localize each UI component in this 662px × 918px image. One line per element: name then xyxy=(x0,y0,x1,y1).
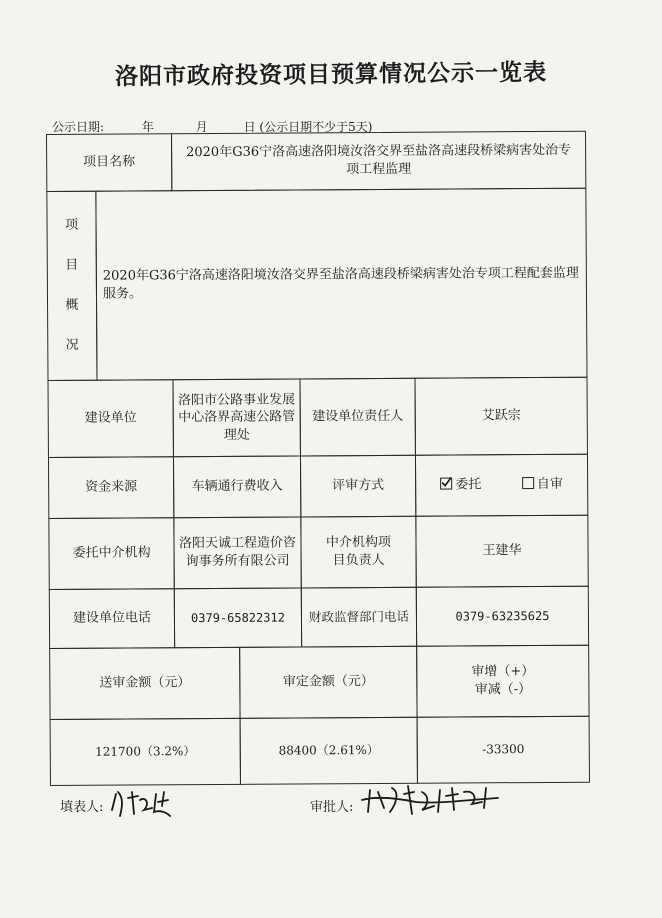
unit-phone-value: 0379-65822312 xyxy=(174,587,302,648)
agency-label: 委托中介机构 xyxy=(48,517,174,590)
construction-unit-value: 洛阳市公路事业发展中心洛界高速公路管理处 xyxy=(173,378,301,457)
date-day: 日 xyxy=(243,120,256,134)
checkbox-empty-icon xyxy=(522,477,534,489)
review-option-entrust[interactable] xyxy=(440,477,481,495)
project-name-value: 2020年G36宁洛高速洛阳境汝洛交界至盐洛高速段桥梁病害处治专项工程监理 xyxy=(171,131,586,192)
finance-phone-label: 财政监督部门电话 xyxy=(301,587,417,648)
approver-signature xyxy=(356,782,506,822)
agency-value: 洛阳天诚工程造价咨询事务所有限公司 xyxy=(173,516,301,589)
submitted-amount-value: 121700（3.2%） xyxy=(50,718,241,786)
construction-unit-label: 建设单位 xyxy=(48,379,174,458)
date-year: 年 xyxy=(141,120,154,134)
page-title: 洛阳市政府投资项目预算情况公示一览表 xyxy=(114,58,548,91)
overview-label xyxy=(46,191,97,381)
filler-signature xyxy=(108,786,188,822)
summary-table xyxy=(46,131,590,786)
review-method-label: 评审方式 xyxy=(300,455,416,518)
funding-source-label: 资金来源 xyxy=(48,456,174,519)
review-option-self[interactable] xyxy=(522,476,563,494)
unit-phone-label: 建设单位电话 xyxy=(49,588,175,649)
review-method-options xyxy=(415,454,588,517)
construction-unit-responsible-value: 艾跃宗 xyxy=(414,377,587,456)
difference-increase-label: 审增（+） xyxy=(471,664,535,680)
funding-source-value: 车辆通行费收入 xyxy=(173,455,301,518)
approved-amount-value: 88400（2.61%） xyxy=(240,717,418,785)
date-month: 月 xyxy=(195,120,208,134)
difference-decrease-label: 审减（-） xyxy=(474,682,532,698)
filler-label: 填表人: xyxy=(60,800,104,815)
approver-label: 审批人: xyxy=(310,800,354,815)
finance-phone-value: 0379-63235625 xyxy=(416,586,589,647)
overview-label-char: 概 xyxy=(65,298,79,314)
agency-lead-value: 王建华 xyxy=(415,515,588,588)
review-option-entrust-label: 委托 xyxy=(455,477,482,493)
overview-label-char: 况 xyxy=(65,338,79,354)
overview-value: 2020年G36宁洛高速洛阳境汝洛交界至盐洛高速段桥梁病害处治专项工程配套监理服务。 xyxy=(95,188,587,381)
review-option-self-label: 自审 xyxy=(536,477,563,493)
overview-label-char: 目 xyxy=(65,258,79,274)
approved-amount-label: 审定金额（元） xyxy=(239,646,417,719)
difference-label xyxy=(416,645,589,718)
date-note: (公示日期不少于5天) xyxy=(259,120,373,134)
difference-value: -33300 xyxy=(417,716,590,784)
submitted-amount-label: 送审金额（元） xyxy=(49,647,240,720)
construction-unit-responsible-label: 建设单位责任人 xyxy=(299,378,415,457)
checkbox-checked-icon xyxy=(440,478,452,490)
agency-lead-label: 中介机构项目负责人 xyxy=(300,516,416,589)
date-label: 公示日期: xyxy=(52,120,105,134)
overview-label-char: 项 xyxy=(64,218,79,234)
project-name-label: 项目名称 xyxy=(46,133,172,192)
